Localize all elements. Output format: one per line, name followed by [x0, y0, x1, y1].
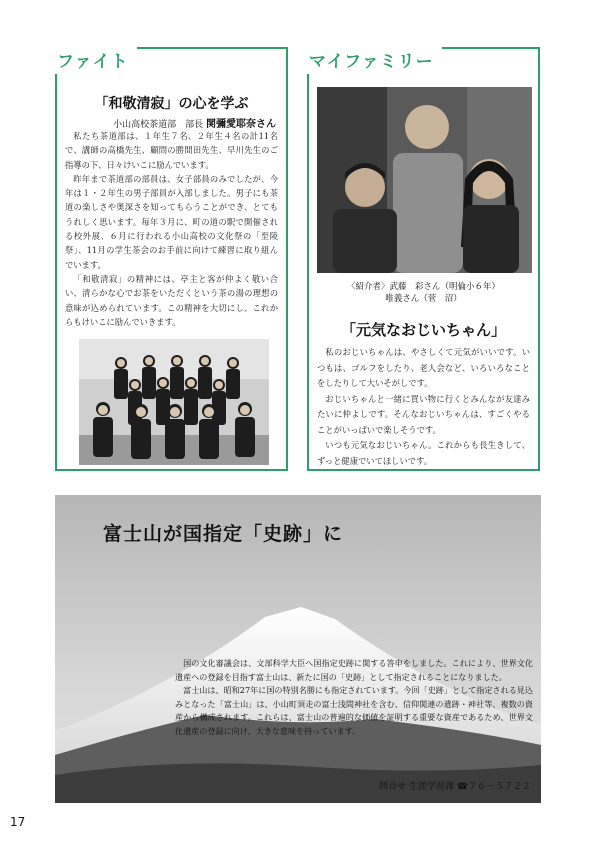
- fight-paragraph: 私たち茶道部は、１年生７名、２年生４名の計11名で、講師の高橋先生、顧問の勝間田先生、早川先生のご指導の下、日々けいこに励んでいます。: [65, 131, 278, 170]
- fight-paragraph: 昨年まで茶道部の部員は、女子部員のみでしたが、今年は１・２年生の男子部員が入部しました。男子にも茶道の楽しさや奥深さを知ってもらうことができ、とてもうれしく思います。毎年３月に、町の道の駅で開催される校外展、６月に行われる小山高校の文化祭の「至陵祭」、11月の学生茶会のお手前に向けて練習に取り組んでいます。: [65, 173, 278, 270]
- heritage-title: 富士山が国指定「史跡」に: [103, 523, 344, 545]
- family-paragraph: いつも元気なおじいちゃん。これからも長生きして、ずっと健康でいてほしいです。: [317, 440, 530, 466]
- heritage-paragraph: 国の文化審議会は、文部科学大臣へ国指定史跡に関する答申をしました。これにより、世界文化遺産への登録を目指す富士山は、新たに国の「史跡」として指定されることになりました。: [175, 658, 533, 682]
- tea-club-group-photo: [79, 339, 269, 465]
- family-caption-line1: 〈紹介者〉武藤 彩さん（明倫小６年）: [346, 282, 500, 292]
- fight-byline-club: 小山高校茶道部 部長: [113, 120, 204, 130]
- fight-author: 関彌愛耶奈さん: [206, 119, 276, 130]
- contact-label: 問合せ: [379, 782, 407, 792]
- family-caption-line2: 唯義さん（菅 沼）: [385, 294, 462, 304]
- heritage-body: [175, 657, 533, 738]
- fight-section-label: ファイト: [55, 47, 137, 74]
- family-section-label: マイファミリー: [307, 47, 442, 74]
- heritage-contact: [379, 779, 531, 792]
- page-number: 17: [10, 815, 26, 829]
- family-caption: [309, 281, 538, 305]
- fight-paragraph: 「和敬清寂」の精神には、亭主と客が仲よく敬い合い、清らかな心でお茶をいただくという茶の湯の理想の意味が込められています。この精神を大切にし、これからもけいこに励んでいきます。: [65, 273, 278, 327]
- family-paragraph: 私のおじいちゃんは、やさしくて元気がいいです。いつもは、ゴルフをしたり、老人会など、いろいろなことをしたりして大いそがしです。: [317, 347, 530, 388]
- fuji-heritage-article: [55, 495, 541, 803]
- family-body: [317, 345, 530, 469]
- contact-department: 生涯学習課: [408, 782, 454, 792]
- fight-title: 「和敬清寂」の心を学ぶ: [94, 96, 249, 112]
- family-title: 「元気なおじいちゃん」: [340, 321, 506, 339]
- contact-phone: ☎７６－５７２２: [456, 782, 531, 792]
- fight-byline: [113, 115, 276, 130]
- fight-body: [65, 129, 278, 329]
- heritage-paragraph: 富士山は、昭和27年に国の特別名勝にも指定されています。今回「史跡」として指定される見込みとなった「富士山」は、小山町須走の富士浅間神社を含む、信仰関連の遺跡・神社等、複数の資産から構成されます。これらは、富士山の普遍的な価値を証明する重要な資産であるため、世界文化遺産の登録に向け、大きな意味を持っています。: [175, 685, 533, 736]
- family-paragraph: おじいちゃんと一緒に買い物に行くとみんなが友達みたいに仲よしです。そんなおじいちゃんは、すごくやることがいっぱいで楽しそうです。: [317, 393, 530, 435]
- family-panel: [307, 47, 540, 471]
- family-photo: [317, 87, 532, 273]
- fight-panel: [55, 47, 288, 471]
